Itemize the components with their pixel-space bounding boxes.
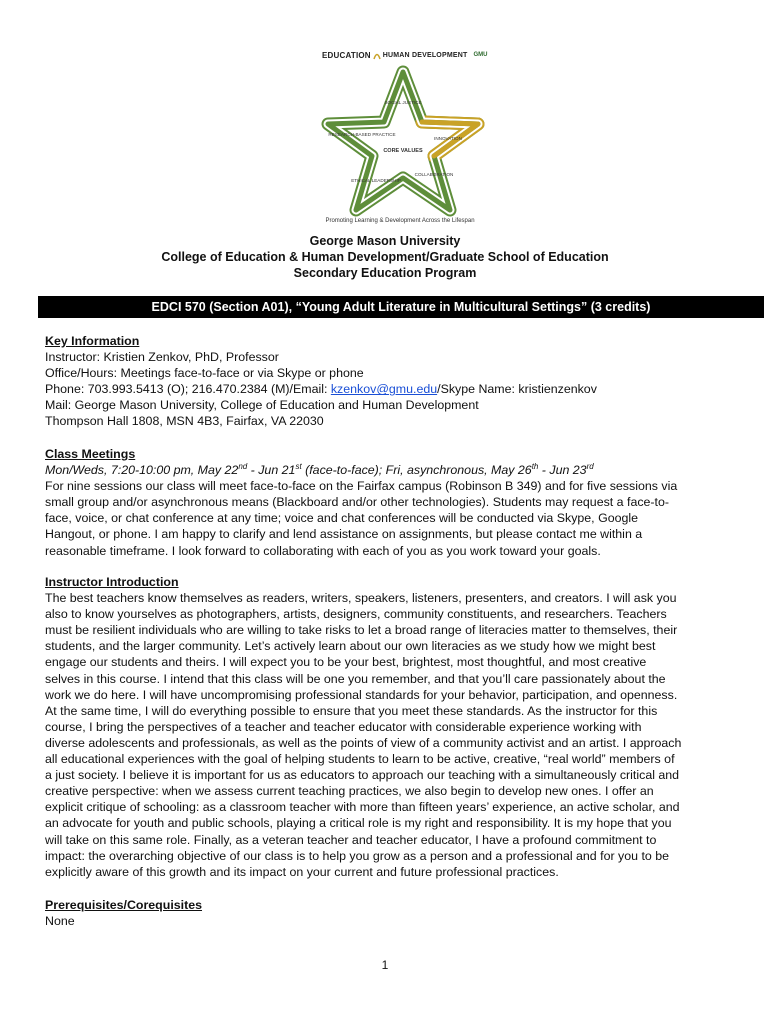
star-label-ethical-leadership: ETHICAL LEADERSHIP — [351, 178, 401, 183]
university-name: George Mason University — [309, 234, 461, 248]
intro-text-line: an advocate for youth and public schools, playing a critical role is my right and responsibility. It is my hope that you — [45, 816, 672, 831]
page-number: 1 — [381, 958, 389, 972]
intro-text-line: course, I bring the perspectives of a teacher and teacher educator with considerable experience working with — [45, 719, 642, 734]
instructor-line: Instructor: Kristien Zenkov, PhD, Professor — [45, 350, 279, 365]
star-label-innovation: INNOVATION — [434, 136, 462, 141]
phone-text: Phone: 703.993.5413 (O); 216.470.2384 (M)/Email: — [45, 382, 331, 397]
cehd-logo — [300, 42, 500, 232]
instructor-introduction-section — [45, 574, 735, 880]
class-meetings-title: Class Meetings — [45, 447, 136, 461]
schedule-sup: nd — [238, 461, 248, 471]
logo-header — [322, 46, 492, 64]
email-link[interactable]: kzenkov@gmu.edu — [330, 382, 438, 397]
intro-text-line: a just society. I believe it is important for us as educators to approach our teaching with a simultaneously critical and — [45, 768, 680, 783]
logo-tagline: Promoting Learning & Development Across the Lifespan — [325, 218, 475, 224]
intro-text-line: also to know yourselves as photographers, artists, designers, community constituents, and researchers. Teachers — [45, 607, 667, 622]
star-label-social-justice: SOCIAL JUSTICE — [384, 100, 422, 105]
prerequisites-title: Prerequisites/Corequisites — [45, 898, 203, 912]
intro-text-line: At the same time, I will do everything possible to ensure that you meet these standards. As the instructor for this — [45, 703, 658, 718]
intro-text-line: impact: the overarching objective of our class is to help you grow as a person and a professional and for you to be — [45, 848, 670, 863]
college-name: College of Education & Human Development/Graduate School of Education — [161, 250, 609, 264]
key-information-title: Key Information — [45, 334, 140, 348]
schedule-sup: th — [531, 461, 539, 471]
intro-text-line: selves in this course. I intend that this class will be one you remember, and that you’ll care passionately about the — [45, 671, 666, 686]
program-name: Secondary Education Program — [293, 266, 477, 280]
document-header — [0, 233, 770, 281]
intro-text-line: The best teachers know themselves as readers, writers, speakers, listeners, presenters, and creators. I will ask you — [45, 591, 677, 606]
contact-line — [45, 381, 735, 397]
gmu-mark: GMU — [473, 52, 488, 58]
skype-text: /Skype Name: kristienzenkov — [437, 382, 597, 397]
logo-header-right: HUMAN DEVELOPMENT — [382, 51, 468, 59]
meeting-schedule — [45, 462, 735, 478]
intro-text-line: explicit critique of schooling: as a classroom teacher with more than fifteen years’ experience, an active scholar, and — [45, 800, 680, 815]
intro-text-line: students, and the larger community. Let’s actively learn about our own literacies as we study how we might best — [45, 639, 656, 654]
prerequisites-section — [45, 897, 735, 929]
schedule-part: - Jun 21 — [247, 463, 296, 478]
core-values-star-icon — [318, 64, 488, 224]
schedule-part: (face-to-face); Fri, asynchronous, May 26 — [301, 463, 532, 478]
intro-text-line: explicitly aware of this growth and its impact on your current and future professional practices. — [45, 864, 559, 879]
intro-text-line: all educational experiences with the goal of helping students to learn to be active, creative, “real world” members of — [45, 752, 675, 767]
meetings-text-line: small group and/or asynchronous means (Blackboard and/or other technologies). Students may request a face-to- — [45, 495, 670, 510]
meetings-text-line: For nine sessions our class will meet face-to-face on the Fairfax campus (Robinson B 349) and for five sessions via — [45, 479, 678, 494]
intro-text-line: creative perspective: when we assess current teaching practices, we also begin to develop new ones. I offer an — [45, 784, 654, 799]
office-hours-line: Office/Hours: Meetings face-to-face or via Skype or phone — [45, 366, 364, 381]
star-label-core-values: CORE VALUES — [383, 148, 423, 154]
schedule-sup: st — [295, 461, 302, 471]
instructor-introduction-title: Instructor Introduction — [45, 575, 179, 589]
intro-text-line: diverse adolescents and professionals, as well as the points of view of a community activist and an artist. I approach — [45, 735, 682, 750]
logo-header-left: EDUCATION — [322, 50, 371, 60]
intro-text-line: engage our students and theirs. I will expect you to be your best, brightest, most thoughtful, and most creative — [45, 655, 647, 670]
schedule-sup: rd — [586, 461, 594, 471]
meetings-text-line: reasonable timeframe. I look forward to collaborating with each of you as you work toward your goals. — [45, 543, 601, 558]
star-label-collaboration: COLLABORATION — [414, 172, 454, 177]
logo-separator-icon — [373, 50, 381, 60]
prerequisites-value: None — [45, 914, 75, 929]
meetings-text-line: Hangout, or phone. I am happy to clarify and lend assistance on assignments, but please contact me within a — [45, 527, 643, 542]
schedule-part: Mon/Weds, 7:20-10:00 pm, May 22 — [45, 463, 239, 478]
intro-text-line: work we do here. I will have uncompromising professional standards for your behavior, participation, and openness. — [45, 687, 678, 702]
schedule-part: - Jun 23 — [538, 463, 587, 478]
course-title-bar: EDCI 570 (Section A01), “Young Adult Literature in Multicultural Settings” (3 credits) — [38, 296, 764, 318]
class-meetings-section — [45, 446, 735, 559]
star-label-research: RESEARCH-BASED PRACTICE — [328, 132, 396, 137]
key-information-section — [45, 333, 735, 430]
intro-text-line: must be resilient individuals who are willing to take risks to let a broad range of literacies matter to themselves, their — [45, 623, 678, 638]
mail-line: Mail: George Mason University, College of Education and Human Development — [45, 398, 479, 413]
meetings-text-line: face, voice, or chat conference at any time; voice and chat conferences will be conducted via Skype, Google — [45, 511, 639, 526]
intro-text-line: will take on this same role. Finally, as a veteran teacher and teacher educator, I have a profound commitment to — [45, 832, 657, 847]
address-line: Thompson Hall 1808, MSN 4B3, Fairfax, VA 22030 — [45, 414, 324, 429]
